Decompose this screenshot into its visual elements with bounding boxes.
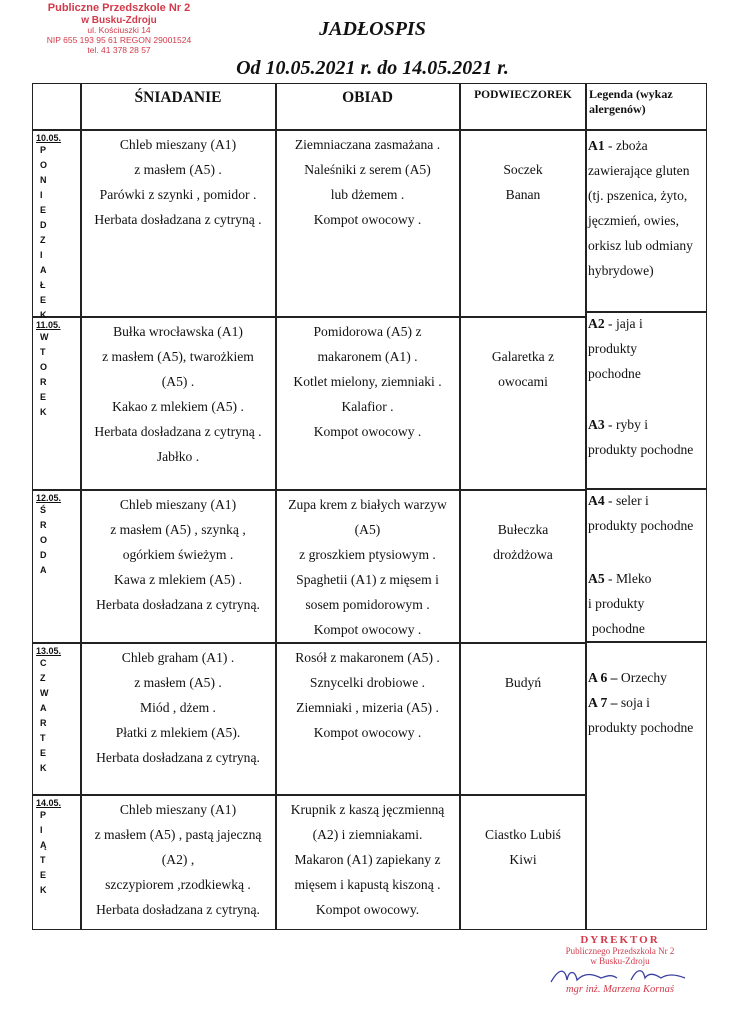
legend-text: - ryby i	[608, 417, 649, 432]
day-name-letter: O	[40, 160, 48, 170]
breakfast-line: Chleb mieszany (A1)	[119, 497, 237, 512]
legend-text: Orzechy	[620, 670, 667, 685]
header-breakfast: ŚNIADANIE	[134, 89, 222, 106]
breakfast-cell	[82, 492, 274, 617]
snack-cell	[461, 344, 585, 394]
breakfast-line: Miód , dżem .	[140, 700, 216, 715]
legend-line: orkisz lub odmiany	[588, 238, 693, 253]
day-name-letter: T	[40, 347, 46, 357]
header-lunch: OBIAD	[342, 89, 393, 106]
lunch-line: Kotlet mielony, ziemniaki .	[293, 374, 442, 389]
legend-line: produkty	[588, 341, 638, 356]
legend-line	[588, 665, 736, 690]
legend-text: - Mleko	[608, 571, 652, 586]
legend-text: - seler i	[608, 493, 649, 508]
lunch-line: Kompot owocowy .	[313, 622, 422, 637]
breakfast-line: Herbata dosładzana z cytryną .	[94, 212, 262, 227]
legend-line: produkty pochodne	[588, 442, 694, 457]
snack-cell	[461, 670, 585, 695]
day-label	[36, 798, 78, 898]
snack-line: owocami	[498, 374, 548, 389]
day-name-letter: E	[40, 392, 47, 402]
breakfast-line: Kawa z mlekiem (A5) .	[114, 572, 242, 587]
row-line-2	[32, 489, 585, 491]
breakfast-line: Herbata dosładzana z cytryną.	[96, 902, 260, 917]
day-date: 11.05.	[36, 320, 61, 330]
legend-text: - jaja i	[608, 316, 643, 331]
director-signature	[520, 934, 720, 995]
legend-item	[588, 665, 736, 690]
lunch-line: makaronem (A1) .	[317, 349, 418, 364]
day-name-letter: Ś	[40, 505, 47, 515]
breakfast-line: Płatki z mlekiem (A5).	[115, 725, 241, 740]
day-name-letter: R	[40, 377, 47, 387]
breakfast-line: z masłem (A5) , pastą jajeczną	[94, 827, 262, 842]
stamp-line-3: ul. Kościuszki 14	[87, 25, 151, 36]
day-label	[36, 493, 78, 578]
day-label	[36, 133, 78, 323]
row-line-3	[32, 642, 585, 644]
lunch-line: Sznycelki drobiowe .	[309, 675, 426, 690]
day-name-letter: E	[40, 748, 47, 758]
snack-cell	[461, 157, 585, 207]
breakfast-line: (A2) ,	[161, 852, 195, 867]
date-range: Od 10.05.2021 r. do 14.05.2021 r.	[236, 57, 509, 79]
breakfast-cell	[82, 797, 274, 922]
legend-line: hybrydowe)	[588, 263, 654, 278]
lunch-cell	[277, 492, 458, 642]
handwritten-signature	[520, 966, 720, 984]
legend-code: A 6 –	[588, 670, 618, 685]
breakfast-line: ogórkiem świeżym .	[122, 547, 234, 562]
snack-cell	[461, 822, 585, 872]
day-name-letter: P	[40, 145, 47, 155]
legend-item	[588, 311, 736, 386]
legend-item	[588, 566, 736, 641]
legend-line: zawierające gluten	[588, 163, 690, 178]
snack-line: Ciastko Lubiś	[485, 827, 561, 842]
stamp-line-2: w Busku-Zdroju	[81, 14, 157, 26]
stamp-line-5: tel. 41 378 28 57	[87, 44, 151, 55]
legend-item	[588, 412, 736, 462]
day-name-letter: P	[40, 810, 47, 820]
day-name-letter: E	[40, 870, 47, 880]
signature-name: mgr inż. Marzena Kornaś	[566, 984, 674, 995]
lunch-cell	[277, 319, 458, 444]
legend-item	[588, 488, 736, 538]
signature-title: DYREKTOR	[580, 934, 660, 946]
snack-line: Banan	[505, 187, 541, 202]
lunch-line: Kompot owocowy.	[315, 902, 420, 917]
day-name-letter: T	[40, 733, 46, 743]
lunch-line: Krupnik z kaszą jęczmienną	[290, 802, 445, 817]
legend-line: jęczmień, owies,	[588, 213, 679, 228]
day-name-letter: W	[40, 688, 49, 698]
legend-item	[588, 133, 736, 283]
lunch-cell	[277, 797, 458, 922]
page-title: JADŁOSPIS	[319, 18, 426, 40]
day-name-letter: A	[40, 703, 47, 713]
day-name-letter: K	[40, 407, 47, 417]
day-name-letter: W	[40, 332, 49, 342]
day-name-letter: C	[40, 658, 47, 668]
day-name-letter: R	[40, 718, 47, 728]
lunch-cell	[277, 132, 458, 232]
col-line-3	[459, 83, 461, 930]
day-name-letter: E	[40, 295, 47, 305]
legend-line	[588, 566, 736, 591]
day-name-letter: I	[40, 825, 43, 835]
breakfast-line: z masłem (A5) .	[134, 675, 222, 690]
legend-item	[588, 690, 736, 740]
lunch-line: Pomidorowa (A5) z	[313, 324, 422, 339]
breakfast-line: Chleb mieszany (A1)	[119, 802, 237, 817]
lunch-line: Kompot owocowy .	[313, 725, 422, 740]
signature-city: w Busku-Zdroju	[590, 956, 650, 966]
day-name-letter: O	[40, 362, 48, 372]
breakfast-cell	[82, 645, 274, 770]
legend-line: pochodne	[588, 366, 641, 381]
day-date: 13.05.	[36, 646, 62, 656]
day-name-letter: I	[40, 190, 43, 200]
lunch-line: sosem pomidorowym .	[305, 597, 430, 612]
lunch-line: Zupa krem z białych warzyw	[288, 497, 447, 512]
day-label	[36, 320, 78, 420]
legend-line	[588, 311, 736, 336]
day-name-letter: N	[40, 175, 47, 185]
col-line-4	[585, 83, 587, 930]
lunch-line: Kompot owocowy .	[313, 212, 422, 227]
legend-line	[588, 133, 736, 158]
legend-code: A4	[588, 493, 605, 508]
stamp-line-1: Publiczne Przedszkole Nr 2	[47, 2, 191, 14]
breakfast-line: Herbata dosładzana z cytryną .	[94, 424, 262, 439]
stamp-line-4: NIP 655 193 95 61 REGON 29001524	[46, 34, 192, 45]
snack-line: Bułeczka	[497, 522, 549, 537]
day-name-letter: Z	[40, 235, 46, 245]
header-divider	[32, 129, 585, 131]
lunch-line: Naleśniki z serem (A5)	[304, 162, 431, 177]
legend-line	[588, 412, 736, 437]
day-name-letter: D	[40, 550, 47, 560]
day-name-letter: K	[40, 763, 47, 773]
day-name-letter: T	[40, 855, 46, 865]
legend-line: (tj. pszenica, żyto,	[588, 188, 688, 203]
legend-line: produkty pochodne	[588, 720, 694, 735]
legend-line	[588, 488, 736, 513]
legend-code: A5	[588, 571, 605, 586]
legend-text: soja i	[620, 695, 650, 710]
legend-line: pochodne	[592, 621, 645, 636]
day-name-letter: Ą	[40, 840, 47, 850]
breakfast-line: szczypiorem ,rzodkiewką .	[105, 877, 251, 892]
day-name-letter: A	[40, 565, 47, 575]
breakfast-line: Chleb mieszany (A1)	[119, 137, 237, 152]
row-line-4	[32, 794, 585, 796]
legend-code: A2	[588, 316, 605, 331]
snack-line: Budyń	[504, 675, 542, 690]
legend-code: A 7 –	[588, 695, 618, 710]
breakfast-line: Bułka wrocławska (A1)	[113, 324, 243, 339]
day-date: 10.05.	[36, 133, 62, 143]
legend-code: A3	[588, 417, 605, 432]
day-name-letter: K	[40, 310, 47, 320]
day-name-letter: I	[40, 250, 43, 260]
header-legend: Legenda (wykaz alergenów)	[589, 87, 673, 116]
breakfast-cell	[82, 132, 274, 232]
day-name-letter: D	[40, 220, 47, 230]
lunch-line: Kompot owocowy .	[313, 424, 422, 439]
day-date: 14.05.	[36, 798, 62, 808]
breakfast-line: (A5) .	[161, 374, 195, 389]
header-divider-legend	[585, 129, 707, 131]
breakfast-line: Herbata dosładzana z cytryną.	[96, 750, 260, 765]
day-name-letter: K	[40, 885, 47, 895]
lunch-line: lub dżemem .	[330, 187, 405, 202]
day-date: 12.05.	[36, 493, 62, 503]
breakfast-line: Kakao z mlekiem (A5) .	[112, 399, 244, 414]
breakfast-line: z masłem (A5), twarożkiem	[102, 349, 254, 364]
lunch-line: (A5)	[354, 522, 381, 537]
header-snack: PODWIECZOREK	[474, 89, 572, 101]
signature-scribble-icon	[545, 966, 695, 986]
lunch-line: Ziemniaczana zasmażana .	[294, 137, 441, 152]
lunch-line: Ziemniaki , mizeria (A5) .	[296, 700, 439, 715]
legend-line: i produkty	[588, 596, 645, 611]
snack-line: drożdżowa	[493, 547, 553, 562]
breakfast-line: z masłem (A5) , szynką ,	[110, 522, 246, 537]
day-name-letter: O	[40, 535, 48, 545]
breakfast-line: Jabłko .	[156, 449, 200, 464]
legend-code: A1	[588, 138, 605, 153]
signature-institution: Publicznego Przedszkola Nr 2	[565, 946, 675, 956]
lunch-line: Makaron (A1) zapiekany z	[294, 852, 441, 867]
day-name-letter: Z	[40, 673, 46, 683]
legend-line: produkty pochodne	[588, 518, 694, 533]
day-name-letter: E	[40, 205, 47, 215]
breakfast-line: Parówki z szynki , pomidor .	[99, 187, 257, 202]
breakfast-line: z masłem (A5) .	[134, 162, 222, 177]
snack-line: Kiwi	[509, 852, 537, 867]
lunch-line: (A2) i ziemniakami.	[312, 827, 423, 842]
lunch-line: Rosół z makaronem (A5) .	[295, 650, 440, 665]
breakfast-cell	[82, 319, 274, 469]
legend-text: - zboża	[608, 138, 648, 153]
day-label	[36, 646, 78, 776]
breakfast-line: Herbata dosładzana z cytryną.	[96, 597, 260, 612]
snack-cell	[461, 517, 585, 567]
day-name-letter: Ł	[40, 280, 46, 290]
legend-line-3	[585, 641, 707, 643]
breakfast-line: Chleb graham (A1) .	[121, 650, 235, 665]
day-name-letter: A	[40, 265, 47, 275]
lunch-line: z groszkiem ptysiowym .	[299, 547, 436, 562]
day-name-letter: R	[40, 520, 47, 530]
lunch-cell	[277, 645, 458, 745]
legend-line	[588, 690, 736, 715]
snack-line: Galaretka z	[491, 349, 555, 364]
lunch-line: Kalafior .	[341, 399, 394, 414]
lunch-line: Spaghetii (A1) z mięsem i	[296, 572, 439, 587]
snack-line: Soczek	[503, 162, 543, 177]
row-line-1	[32, 316, 585, 318]
lunch-line: mięsem i kapustą kiszoną .	[294, 877, 441, 892]
